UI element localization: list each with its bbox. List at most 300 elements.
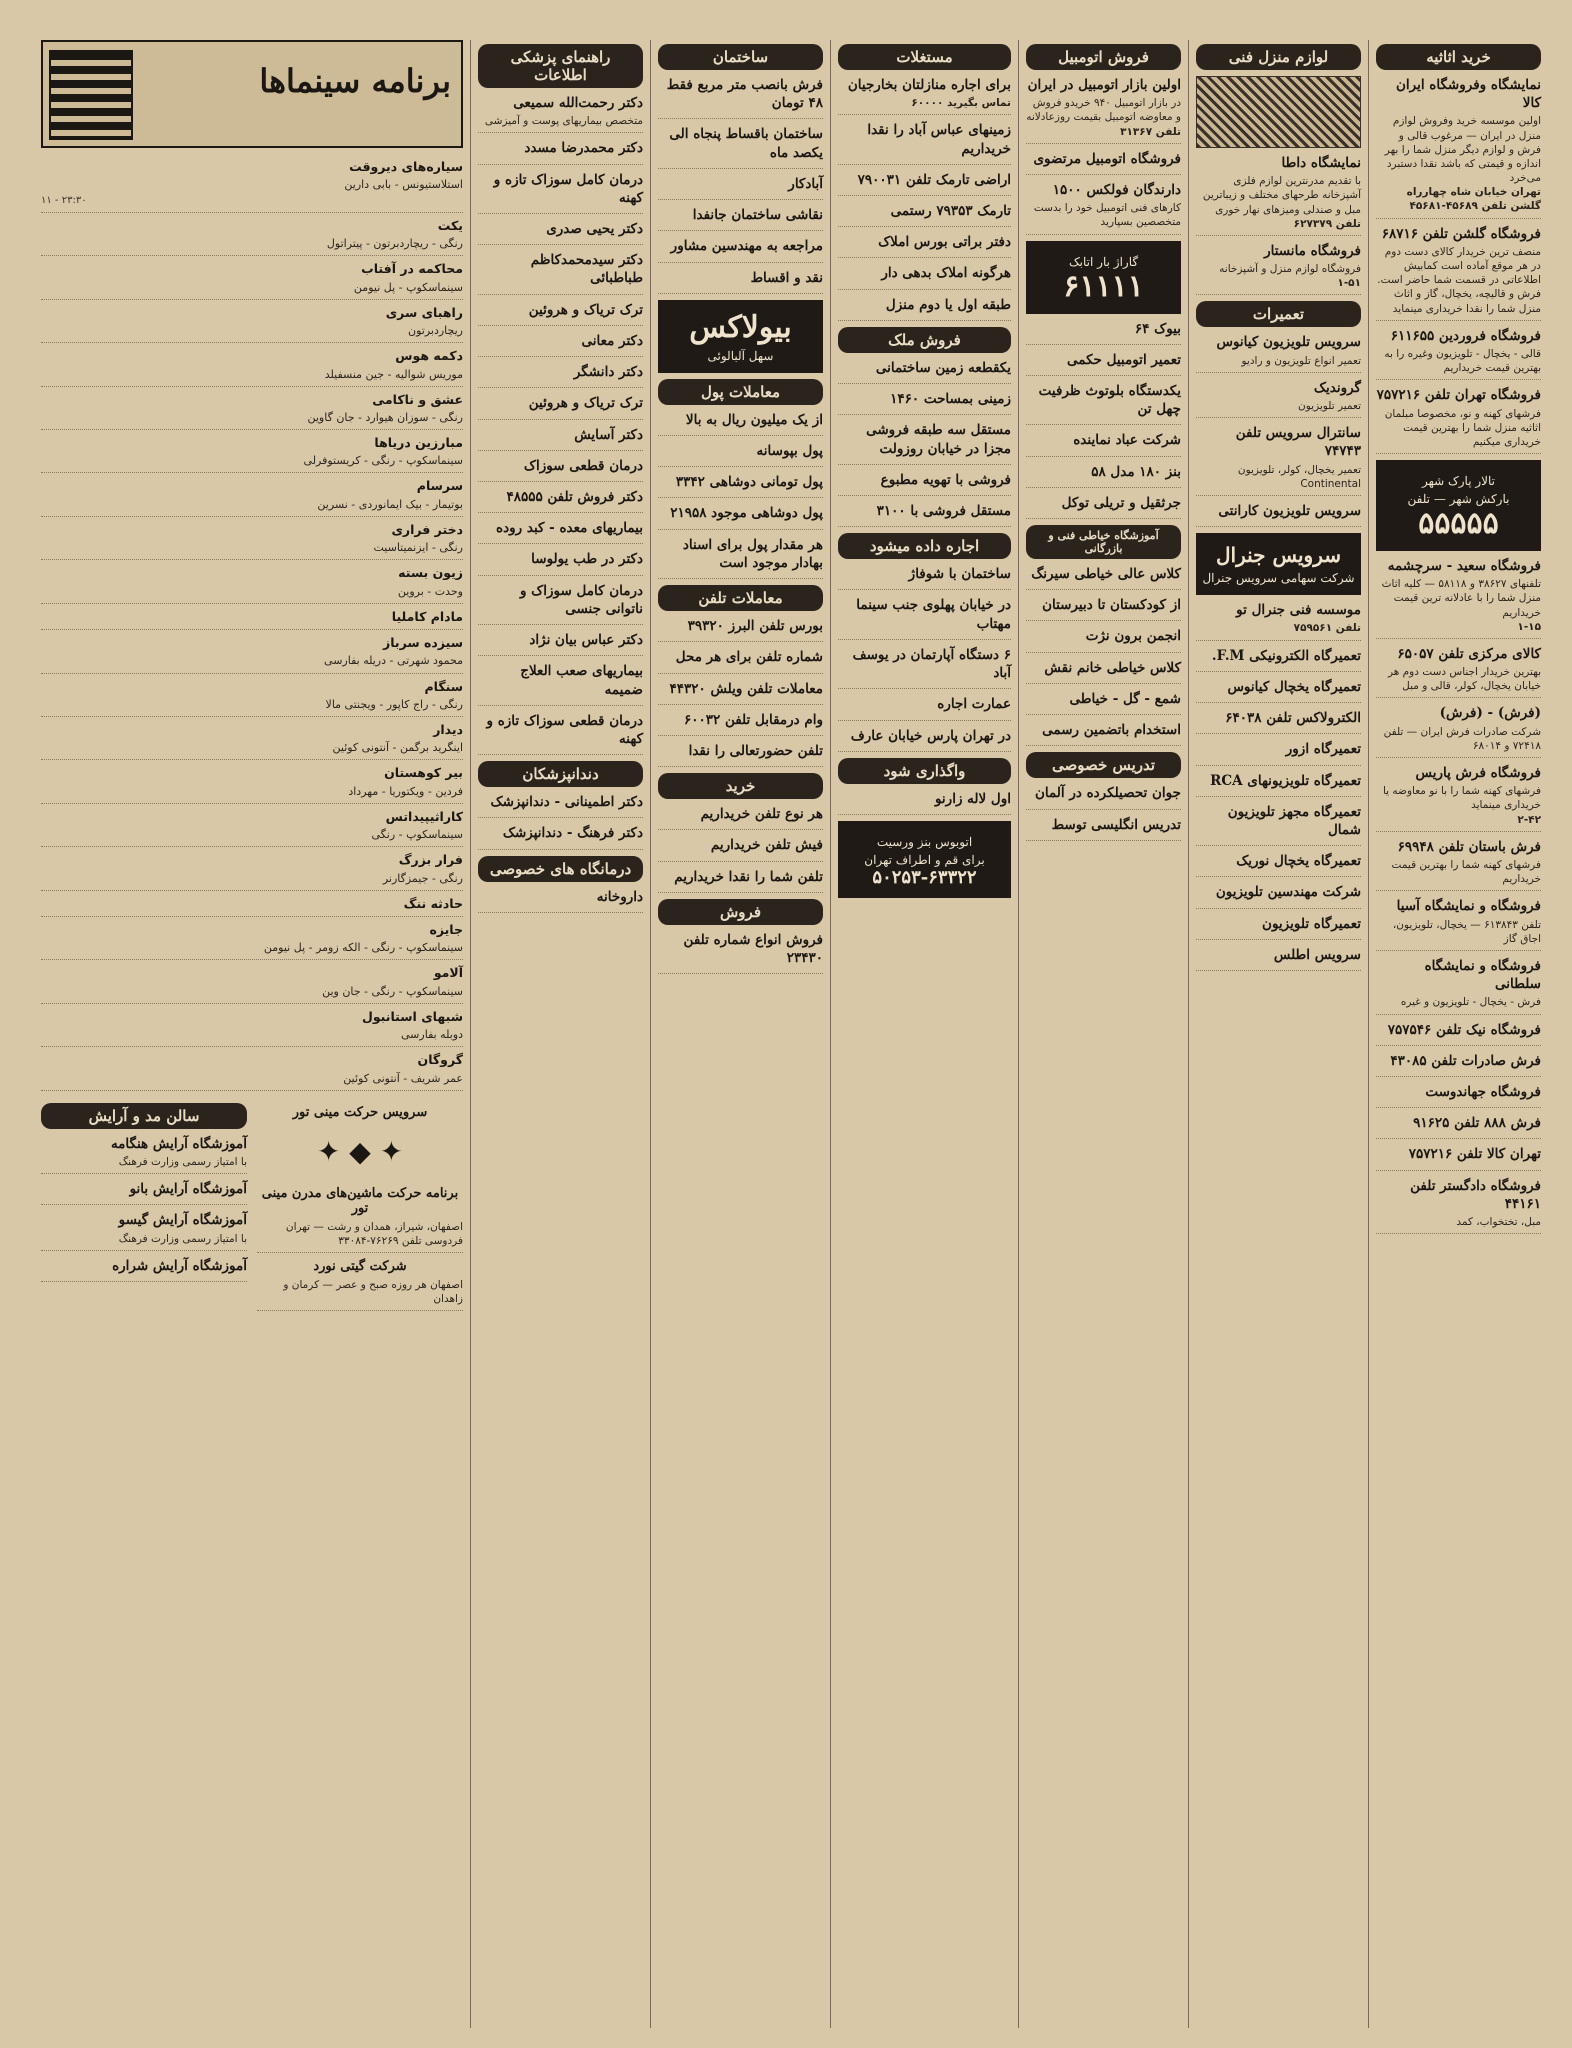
ad-title: آموزشگاه آرایش هنگامه <box>110 1135 247 1152</box>
ad-title: دکتر معانی <box>581 332 643 349</box>
ad-title: ترک تریاک و هروئین <box>528 395 643 412</box>
film-info: بوتیمار - بیک ایمانوردی - نسرین <box>317 497 463 511</box>
ad-body: تلفن ۶۱۳۸۴۳ — یخچال، تلویزیون، اجاق گاز <box>1392 918 1541 945</box>
section-header-transfer: واگذاری شود <box>838 758 1011 784</box>
classified-ad <box>1026 431 1181 456</box>
buy-ads-list <box>1376 76 1541 454</box>
building-ads-list <box>658 76 823 294</box>
ad-body: فرش - یخچال - تلویزیون و غیره <box>1400 996 1541 1009</box>
classified-ad <box>658 237 823 262</box>
cinema-name: کاراثیپیداتس <box>385 808 463 824</box>
ad-phone: ۲-۴۲ <box>1517 813 1541 826</box>
section-header-phone-trade: معاملات تلفن <box>658 585 823 611</box>
ad-title: فروشگاه سعید - سرچشمه <box>1387 558 1541 575</box>
classified-ad <box>658 805 823 830</box>
classified-ad <box>1026 721 1181 746</box>
classified-ad <box>658 175 823 200</box>
cinema-name: سنگام <box>424 678 463 694</box>
classified-ad <box>658 836 823 861</box>
film-info: رنگی - ریچاردبرتون - پیتراتول <box>326 237 463 251</box>
classified-ad <box>478 582 643 625</box>
classified-ad <box>1196 678 1361 703</box>
ad-title: نقد و اقساط <box>750 269 823 286</box>
classified-ad <box>1376 897 1541 951</box>
ad-title: انجمن برون نژت <box>1085 628 1181 645</box>
classified-ad <box>658 76 823 119</box>
ad-title: شمع - گل - خیاطی <box>1069 690 1181 707</box>
repair-ads-list <box>1196 333 1361 527</box>
classified-ad <box>658 680 823 705</box>
classified-ad <box>478 171 643 214</box>
cinema-listing-row <box>41 891 463 917</box>
classified-ad <box>838 171 1011 196</box>
ad-title: فروشگاه دادگستر تلفن ۴۴۱۶۱ <box>1410 1177 1541 1212</box>
ad-title: تعمیرگاه یخچال کیانوس <box>1227 678 1361 695</box>
classified-ad <box>41 1257 247 1282</box>
ad-phone: تلفن ۶۲۷۳۷۹ <box>1293 217 1361 230</box>
classified-ad <box>478 332 643 357</box>
ad-title: دکتر عباس بیان نژاد <box>529 632 643 649</box>
classified-ad <box>1026 494 1181 519</box>
cinema-name: فرار بزرگ <box>398 852 463 868</box>
classified-ad <box>1196 154 1361 236</box>
ad-title: ساختمان با شوفاژ <box>908 566 1011 583</box>
classified-ad <box>1196 379 1361 418</box>
ad-title: نقاشی ساختمان جانفدا <box>692 207 823 224</box>
classified-ad <box>1376 1083 1541 1108</box>
cinema-name: بیر کوهستان <box>384 765 463 781</box>
section-header-property-sale: فروش ملک <box>838 327 1011 353</box>
film-info: سینماسکوپ - پل نیومن <box>353 280 463 294</box>
repair-ads-list-2 <box>1196 601 1361 971</box>
cinema-name: یکت <box>437 217 463 233</box>
cinema-listing-row <box>41 917 463 960</box>
cinema-listing-row <box>41 1047 463 1090</box>
cinema-listing-row <box>41 213 463 256</box>
biolux-sub: سهل آلبالوئی <box>707 348 774 363</box>
section-header-buy: خرید اثاثیه <box>1376 44 1541 70</box>
cinema-listing-row <box>41 604 463 630</box>
classified-ad <box>1026 659 1181 684</box>
classified-ad <box>838 76 1011 115</box>
cinema-name: مادام کاملیا <box>391 608 463 624</box>
classified-ad <box>1376 1114 1541 1139</box>
ad-title: تعمیرگاه یخچال نوریک <box>1236 853 1361 870</box>
giti-body: اصفهان هر روزه صبح و عصر — کرمان و زاهدان <box>257 1278 463 1311</box>
ad-title: تعمیرگاه مجهز تلویزیون شمال <box>1227 803 1361 838</box>
classified-ad <box>1026 382 1181 425</box>
cinema-listing-row <box>41 1004 463 1047</box>
classified-ad <box>1026 76 1181 144</box>
ad-title: تهران کالا تلفن ۷۵۷۲۱۶ <box>1408 1146 1541 1163</box>
cinema-listing-row <box>41 760 463 803</box>
classified-ad <box>1196 502 1361 527</box>
cinema-name: مبارزین دریاها <box>374 435 463 451</box>
ad-title: تلفن حضورتعالی را نقدا <box>688 742 823 759</box>
section-header-sewing: آموزشگاه خیاطی فنی و بازرگانی <box>1026 525 1181 559</box>
ad-body: تعمیر انواع تلویزیون و رادیو <box>1241 354 1361 367</box>
column-buy-furniture <box>1368 40 1548 2028</box>
classified-ad <box>658 617 823 642</box>
classified-ad <box>838 646 1011 689</box>
auto-ads-list <box>1026 76 1181 235</box>
ad-title: فروشگاه جهاندوست <box>1425 1083 1541 1100</box>
service-general-box <box>1196 533 1361 595</box>
column-cinema <box>34 40 470 2028</box>
ad-title: درمان قطعی سوزاک <box>523 457 643 474</box>
ad-title: هر نوع تلفن خریداریم <box>700 806 823 823</box>
ad-title: دکتر در طب یولوسا <box>531 551 643 568</box>
classified-ad <box>1026 463 1181 488</box>
cinema-listing-row <box>41 256 463 299</box>
ad-title: تدریس انگلیسی توسط <box>1051 816 1181 833</box>
ad-title: بورس تلفن البرز ۳۹۳۲۰ <box>687 618 823 635</box>
classified-ad <box>838 502 1011 527</box>
rent-ads-list <box>838 565 1011 752</box>
classified-ad <box>478 394 643 419</box>
ad-title: سرویس اطلس <box>1273 946 1361 963</box>
classified-ad <box>1376 957 1541 1015</box>
classified-ad <box>658 442 823 467</box>
film-info: فردین - ویکتوریا - مهرداد <box>348 784 463 798</box>
service-general-sub: شرکت سهامی سرویس جنرال <box>1202 571 1355 586</box>
classified-ad <box>1026 320 1181 345</box>
ad-body: با امتیاز رسمی وزارت فرهنگ <box>118 1232 247 1245</box>
cinema-listing-row <box>41 517 463 560</box>
minitour-program-body: اصفهان، شیراز، همدان و رشت — تهران فردوسی تلفن ۷۶۲۶۹-۳۳۰۸۴ <box>257 1220 463 1253</box>
ad-title: از کودکستان تا دبیرستان <box>1042 597 1181 614</box>
ad-title: درمان قطعی سوزاک تازه و کهنه <box>486 712 643 747</box>
parkshahr-title: تالار پارک شهر <box>1421 474 1495 489</box>
classified-ad <box>1376 557 1541 639</box>
ad-title: از یک میلیون ریال به بالا <box>685 411 823 428</box>
ad-title: فروشگاه تهران تلفن ۷۵۷۲۱۶ <box>1376 387 1541 404</box>
property-sale-ads-list <box>838 359 1011 527</box>
ad-title: پول دوشاهی موجود ۲۱۹۵۸ <box>670 505 823 522</box>
section-header-money: معاملات پول <box>658 379 823 405</box>
sewing-ads-list <box>1026 565 1181 746</box>
film-info: وحدت - بروین <box>397 584 463 598</box>
ad-title: دکتر فرهنگ - دندانپزشک <box>502 825 643 842</box>
ad-title: پول بپوسانه <box>756 442 823 459</box>
ad-title: بنز ۱۸۰ مدل ۵۸ <box>1091 463 1181 480</box>
bus-title: اتوبوس بنز ورسیت <box>876 834 973 849</box>
cinema-listing-row <box>41 430 463 473</box>
classified-ad <box>1376 704 1541 758</box>
film-info: رنگی - راج کاپور - ویجنتی مالا <box>325 697 463 711</box>
ad-title: شماره تلفن برای هر محل <box>675 649 823 666</box>
cinema-name: حادثه ننگ <box>403 895 463 911</box>
cinema-listing-row <box>41 804 463 847</box>
classified-ad <box>478 793 643 818</box>
film-info: اینگرید برگمن - آنتونی کوئین <box>332 741 463 755</box>
film-info: محمود شهرتی - دریله بفارسی <box>324 654 463 668</box>
cinema-name: دختر فراری <box>391 521 463 537</box>
minitour-program-head: برنامه حرکت ماشین‌های مدرن مینی تور <box>261 1185 459 1216</box>
classified-ad <box>478 631 643 656</box>
cinema-listing-row <box>41 630 463 673</box>
classified-ad <box>838 264 1011 289</box>
parkshahr-sub: بارکش شهر — تلفن <box>1407 492 1510 507</box>
ad-body: بهترین خریدار اجناس دست دوم هر خیابان یخچال، کولر، قالی و مبل <box>1388 666 1541 693</box>
classified-ad <box>1376 1021 1541 1046</box>
ad-body: با تقدیم مدرنترین لوازم فلزی آشپزخانه طرحهای مختلف و زیباترین مبل و صندلی ومیزهای نهار خوری <box>1202 175 1361 216</box>
classified-ad <box>1196 709 1361 734</box>
classified-ad <box>838 695 1011 720</box>
classified-ad <box>658 536 823 579</box>
classified-ad <box>1376 76 1541 219</box>
classified-ad <box>478 488 643 513</box>
cinema-listing-row <box>41 300 463 343</box>
cinema-name: گروگان <box>417 1052 463 1068</box>
classified-ad <box>838 359 1011 384</box>
ad-title: موسسه فنی جنرال تو <box>1236 602 1361 619</box>
cinema-title: برنامه سینماها <box>259 62 451 100</box>
ad-title: زمینی بمساحت ۱۴۶۰ <box>890 391 1011 408</box>
clinic-ads-list <box>478 888 643 913</box>
classified-ad <box>478 426 643 451</box>
ad-title: الکترولاکس تلفن ۶۴۰۳۸ <box>1225 710 1361 727</box>
cinema-name: آلامو <box>433 965 463 981</box>
classified-ad <box>1376 225 1541 321</box>
medical-ads-list <box>478 94 643 755</box>
ad-phone: تماس بگیرید ۶۰۰۰۰ <box>911 97 1011 110</box>
cinema-name: سیاره‌های دیروقت <box>349 159 463 174</box>
buy-ads-list-2 <box>1376 557 1541 1234</box>
cinema-listing-row <box>41 717 463 760</box>
ad-title: درمان کامل سوزاک و ناتوانی جنسی <box>519 582 643 617</box>
classified-ad <box>838 233 1011 258</box>
film-info: رنگی - سوزان هیوارد - جان گاوین <box>307 410 463 424</box>
ad-title: دکتر رحمت‌الله سمیعی <box>513 95 643 111</box>
cinema-name: شبهای استانبول <box>361 1008 463 1024</box>
ad-title: فرش باستان تلفن ۶۹۹۴۸ <box>1397 838 1541 855</box>
ad-body: متخصص بیماریهای پوست و آمیزشی <box>484 115 643 128</box>
ad-title: هر مقدار پول برای اسناد بهادار موجود است <box>682 536 823 571</box>
classified-ad <box>658 711 823 736</box>
section-header-real-estate: مستغلات <box>838 44 1011 70</box>
column-appliances <box>1188 40 1368 2028</box>
classified-ad <box>1196 424 1361 496</box>
sell-phone-ads-list <box>658 931 823 974</box>
column-real-estate <box>830 40 1018 2028</box>
ad-title: تعمیرگاه تلویزیون <box>1262 915 1361 932</box>
section-header-rent: اجاره داده میشود <box>838 533 1011 559</box>
section-header-building: ساختمان <box>658 44 823 70</box>
ad-title: کلاس خیاطی خانم نقش <box>1044 659 1181 676</box>
classified-ad <box>838 790 1011 815</box>
film-info: رنگی - ایزنمیتاسیت <box>373 541 463 555</box>
classified-ad <box>838 421 1011 464</box>
dentist-ads-list <box>478 793 643 849</box>
ad-title: فروشگاه نیک تلفن ۷۵۷۵۴۶ <box>1387 1021 1541 1038</box>
ad-body: کارهای فنی اتومبیل خود را بدست متخصصین بسپارید <box>1033 202 1181 229</box>
classified-ad <box>478 824 643 849</box>
classified-ad <box>478 251 643 294</box>
bus-sub: برای قم و اطراف تهران <box>864 852 985 867</box>
classified-ad <box>838 121 1011 164</box>
ad-title: سرویس تلویزیون کیانوس <box>1216 334 1361 351</box>
ad-body: شرکت صادرات فرش ایران — تلفن ۷۲۴۱۸ و ۶۸۰۱۴ <box>1383 725 1541 752</box>
ad-title: دکتر دانشگر <box>573 364 643 381</box>
service-general-title: سرویس جنرال <box>1216 543 1341 568</box>
cinema-name: دکمه هوس <box>395 348 463 364</box>
buy-phone-ads-list <box>658 805 823 893</box>
classified-ad <box>478 220 643 245</box>
film-info: رنگی - جیمزگارنر <box>382 871 463 885</box>
ad-title: دکتر فروش تلفن ۴۸۵۵۵ <box>506 489 643 506</box>
ad-title: فیش تلفن خریداریم <box>710 837 823 854</box>
classified-ad <box>1376 764 1541 832</box>
classified-ad <box>1196 647 1361 672</box>
classified-ad <box>478 662 643 705</box>
ad-title: وام درمقابل تلفن ۶۰۰۳۲ <box>683 711 823 728</box>
appliance-illustration <box>1196 76 1361 148</box>
cinema-name: زیون بسته <box>398 565 463 581</box>
cinema-listing-row <box>41 960 463 1003</box>
film-info: استلاستیونس - بابی دارین <box>344 178 463 192</box>
ad-title: کلاس عالی خیاطی سیرنگ <box>1031 566 1181 583</box>
beauty-ads-list <box>41 1135 247 1282</box>
classified-ad <box>1026 565 1181 590</box>
ad-title: دکتر سیدمحمدکاظم طباطبائی <box>530 252 643 287</box>
ad-body: تعمیر تلویزیون <box>1298 400 1361 413</box>
cinema-listings <box>41 154 463 1091</box>
classified-ad <box>1196 946 1361 971</box>
ad-phone: ۱-۵۱ <box>1337 277 1361 290</box>
ad-title: برای اجاره منازلتان بخارجیان <box>847 77 1011 93</box>
film-info: عمر شریف - آنتونی کوئین <box>343 1071 463 1085</box>
section-header-repairs: تعمیرات <box>1196 301 1361 327</box>
biolux-ad-box <box>658 300 823 373</box>
ad-title: فرش ۸۸۸ تلفن ۹۱۶۲۵ <box>1413 1115 1541 1132</box>
ad-title: تعمیرگاه ازور <box>1285 741 1361 758</box>
ad-phone: ۱-۱۵ <box>1517 620 1541 633</box>
classified-ad <box>658 504 823 529</box>
classified-ad <box>41 1180 247 1205</box>
classified-ad <box>1196 740 1361 765</box>
ad-title: شرکت مهندسین تلویزیون <box>1215 884 1361 901</box>
cinema-listing-row <box>41 387 463 430</box>
classified-ad <box>838 596 1011 639</box>
ad-title: طبقه اول یا دوم منزل <box>885 296 1011 313</box>
ad-title: ترک تریاک و هروئین <box>528 301 643 318</box>
ad-title: بیوک ۶۴ <box>1134 320 1181 337</box>
ad-title: ساختمان باقساط پنجاه الی یکصد ماه <box>669 126 823 161</box>
classified-ad <box>658 206 823 231</box>
cinema-listing-row <box>41 473 463 516</box>
ad-title: فروشگاه و نمایشگاه آسیا <box>1396 898 1541 915</box>
cinema-name: سرسام <box>416 478 463 494</box>
classified-ad <box>658 931 823 974</box>
classified-ad <box>1026 690 1181 715</box>
minitour-company: سرویس حرکت مینی تور <box>292 1104 428 1120</box>
classified-ad <box>41 1135 247 1174</box>
classified-ad <box>838 202 1011 227</box>
garage-title: گاراژ بار اتابک <box>1068 254 1139 269</box>
film-info: سینماسکوپ - رنگی <box>371 828 463 842</box>
film-info: سینماسکوپ - رنگی - کریستوفرلی <box>303 454 463 468</box>
classified-ad <box>1026 351 1181 376</box>
ad-body: فرشهای کهنه شما را بهترین قیمت خریداریم <box>1391 859 1541 886</box>
section-header-medical: راهنمای پزشکی اطلاعات <box>478 44 643 88</box>
ad-title: فروشگاه فرش پاریس <box>1415 765 1541 782</box>
section-header-tutoring: تدریس خصوصی <box>1026 752 1181 778</box>
classified-ad <box>1196 242 1361 296</box>
classified-ad <box>658 411 823 436</box>
classified-ad <box>1026 181 1181 235</box>
ad-title: مستقل فروشی با ۳۱۰۰ <box>876 503 1011 520</box>
classified-ad <box>838 390 1011 415</box>
ad-body: تلفنهای ۳۸۶۲۷ و ۵۸۱۱۸ — کلیه اثاث منزل شما را با عادلانه ترین قیمت خریداریم <box>1381 578 1541 619</box>
classified-ad <box>658 868 823 893</box>
film-info: ریچاردبرتون <box>408 324 463 338</box>
classified-ad <box>478 457 643 482</box>
section-header-appliances: لوازم منزل فنی <box>1196 44 1361 70</box>
classified-ad <box>1376 1052 1541 1077</box>
tutoring-ads-list <box>1026 784 1181 840</box>
ad-title: آموزشگاه آرایش گیسو <box>118 1212 247 1229</box>
ad-title: تعمیرگاه تلویزیونهای RCA <box>1210 772 1361 789</box>
classified-ad <box>1196 772 1361 797</box>
ad-title: فروشگاه و نمایشگاه سلطانی <box>1424 957 1541 993</box>
classified-ad <box>838 471 1011 496</box>
film-strip-icon <box>49 50 133 140</box>
classified-ad <box>658 648 823 673</box>
cinema-listing-row <box>41 674 463 717</box>
classified-ad <box>478 550 643 575</box>
cinema-listing-row <box>41 847 463 890</box>
parkshahr-ad-box <box>1376 460 1541 551</box>
classified-ad <box>1026 150 1181 175</box>
cinema-bottom <box>41 1099 463 1318</box>
classified-ad <box>838 565 1011 590</box>
section-header-dentists: دندانپزشکان <box>478 761 643 787</box>
ad-title: دکتر یحیی صدری <box>546 221 643 238</box>
ad-title: مراجعه به مهندسین مشاور <box>670 238 823 255</box>
ad-body: تعمیر یخچال، کولر، تلویزیون Continental <box>1237 463 1361 490</box>
auto-ads-list-2 <box>1026 320 1181 520</box>
classified-ad <box>1026 596 1181 621</box>
biolux-title: بیولاکس <box>689 309 792 345</box>
garage-phone: ۶۱۱۱۱ <box>1063 268 1144 304</box>
classified-ad <box>478 363 643 388</box>
classified-ad <box>658 125 823 168</box>
ad-title: درمان کامل سوزاک تازه و کهنه <box>493 171 643 206</box>
ad-body: فروشگاه لوازم منزل و آشپزخانه <box>1219 263 1361 276</box>
ad-title: عمارت اجاره <box>937 696 1011 713</box>
classified-ad <box>1026 784 1181 809</box>
ad-body: در بازار اتومبیل ۹۴۰ خریدو فروش و معاوضه اتومبیل بقیمت روزعادلانه <box>1026 97 1181 124</box>
classified-columns <box>24 40 1548 2028</box>
ad-body: منصف ترین خریدار کالای دست دوم در هر موقع آماده است کمابیش اطلاعاتی در قسمت شما حاضر است. فرش و قالیچه، یخچال، گاز و اثاث منزل شما را نقدا خریداری مینماید <box>1377 245 1541 315</box>
classified-ad <box>478 139 643 164</box>
ad-phone: تلفن ۷۵۹۵۶۱ <box>1293 622 1361 635</box>
film-info: دوبله بفارسی <box>401 1028 463 1042</box>
ad-title: شرکت عباد نماینده <box>1073 432 1181 449</box>
garage-ad-box <box>1026 241 1181 314</box>
cinema-name: سیزده سرباز <box>383 635 463 651</box>
ad-title: کالای مرکزی تلفن ۶۵۰۵۷ <box>1397 645 1541 662</box>
ad-title: دفتر براتی بورس املاک <box>878 234 1011 251</box>
ad-title: در تهران پارس خیابان عارف <box>850 727 1011 744</box>
beauty-block <box>41 1099 247 1318</box>
cinema-listing-row <box>41 560 463 603</box>
ad-title: فروشی با تهویه مطبوع <box>880 471 1011 488</box>
cinema-name: دیدار <box>433 721 463 737</box>
ad-title: اراضی تارمک تلفن ۷۹۰۰۳۱ <box>857 171 1011 188</box>
transfer-ads-list <box>838 790 1011 815</box>
